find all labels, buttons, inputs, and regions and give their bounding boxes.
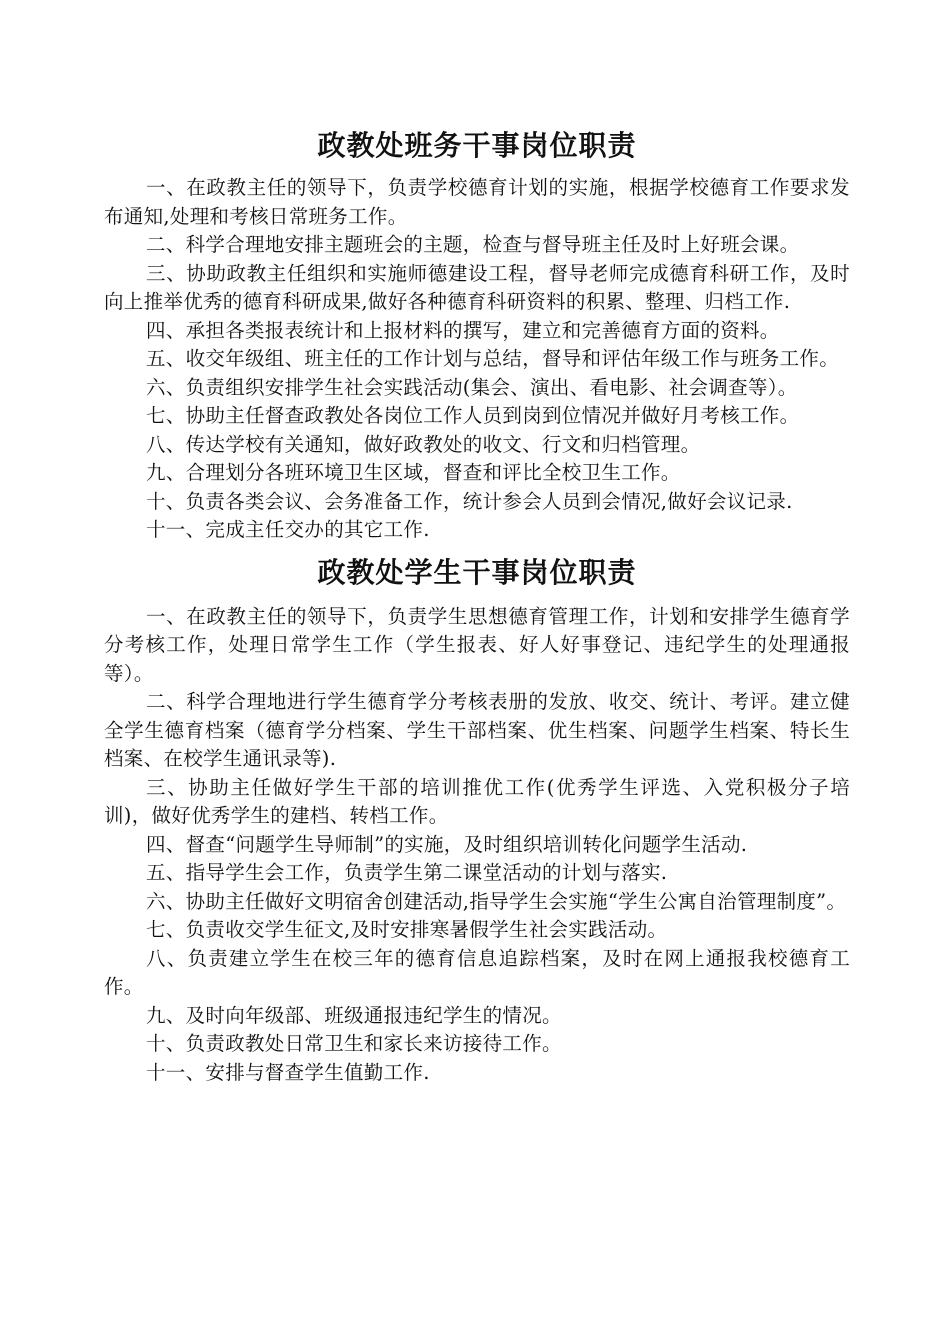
duty-item: 一、在政教主任的领导下，负责学生思想德育管理工作，计划和安排学生德育学分考核工作，处理日常学生工作（学生报表、好人好事登记、违纪学生的处理通报等）。 bbox=[104, 604, 850, 685]
duty-item: 六、负责组织安排学生社会实践活动(集会、演出、看电影、社会调查等）。 bbox=[146, 375, 798, 399]
section-title-student-affairs: 政教处学生干事岗位职责 bbox=[317, 555, 637, 589]
duty-item: 三、协助政教主任组织和实施师德建设工程，督导老师完成德育科研工作，及时向上推举优秀的德育科研成果,做好各种德育科研资料的积累、整理、归档工作. bbox=[104, 261, 850, 313]
duty-item: 八、负责建立学生在校三年的德育信息追踪档案，及时在网上通报我校德育工作。 bbox=[104, 946, 850, 998]
duty-item: 二、科学合理地安排主题班会的主题，检查与督导班主任及时上好班会课。 bbox=[146, 233, 800, 256]
duty-item: 三、协助主任做好学生干部的培训推优工作(优秀学生评选、入党积极分子培训)，做好优秀学生的建档、转档工作。 bbox=[104, 775, 850, 827]
section-title-class-affairs: 政教处班务干事岗位职责 bbox=[317, 129, 637, 162]
duty-item: 九、合理划分各班环境卫生区域，督查和评比全校卫生工作。 bbox=[146, 461, 681, 484]
document-page bbox=[104, 124, 850, 1087]
duty-item: 十一、完成主任交办的其它工作. bbox=[146, 518, 430, 541]
duties-list-student-affairs bbox=[104, 603, 850, 1088]
duty-item: 十、负责政教处日常卫生和家长来访接待工作。 bbox=[146, 1032, 562, 1055]
duty-item: 六、协助主任做好文明宿舍创建活动,指导学生会实施“学生公寓自治管理制度”。 bbox=[146, 889, 847, 913]
duty-item: 五、指导学生会工作，负责学生第二课堂活动的计划与落实. bbox=[146, 861, 668, 884]
duty-item: 七、协助主任督查政教处各岗位工作人员到岗到位情况并做好月考核工作。 bbox=[146, 404, 800, 427]
duty-item: 一、在政教主任的领导下，负责学校德育计划的实施，根据学校德育工作要求发布通知,处理和考核日常班务工作。 bbox=[104, 176, 850, 228]
duties-list-class-affairs bbox=[104, 174, 850, 545]
duty-item: 二、科学合理地进行学生德育学分考核表册的发放、收交、统计、考评。建立健全学生德育档案（德育学分档案、学生干部档案、优生档案、问题学生档案、特长生档案、在校学生通讯录等). bbox=[104, 690, 850, 770]
duty-item: 十、负责各类会议、会务准备工作，统计参会人员到会情况,做好会议记录. bbox=[146, 489, 793, 513]
duty-item: 九、及时向年级部、班级通报违纪学生的情况。 bbox=[146, 1003, 562, 1027]
duty-item: 五、收交年级组、班主任的工作计划与总结，督导和评估年级工作与班务工作。 bbox=[146, 347, 840, 370]
duty-item: 八、传达学校有关通知，做好政教处的收文、行文和归档管理。 bbox=[146, 432, 701, 456]
duty-item: 七、负责收交学生征文,及时安排寒暑假学生社会实践活动。 bbox=[146, 918, 668, 941]
duty-item: 四、督查“问题学生导师制”的实施，及时组织培训转化问题学生活动. bbox=[146, 832, 748, 856]
duty-item: 十一、安排与督查学生值勤工作. bbox=[146, 1060, 430, 1084]
duty-item: 四、承担各类报表统计和上报材料的撰写，建立和完善德育方面的资料。 bbox=[146, 318, 780, 342]
